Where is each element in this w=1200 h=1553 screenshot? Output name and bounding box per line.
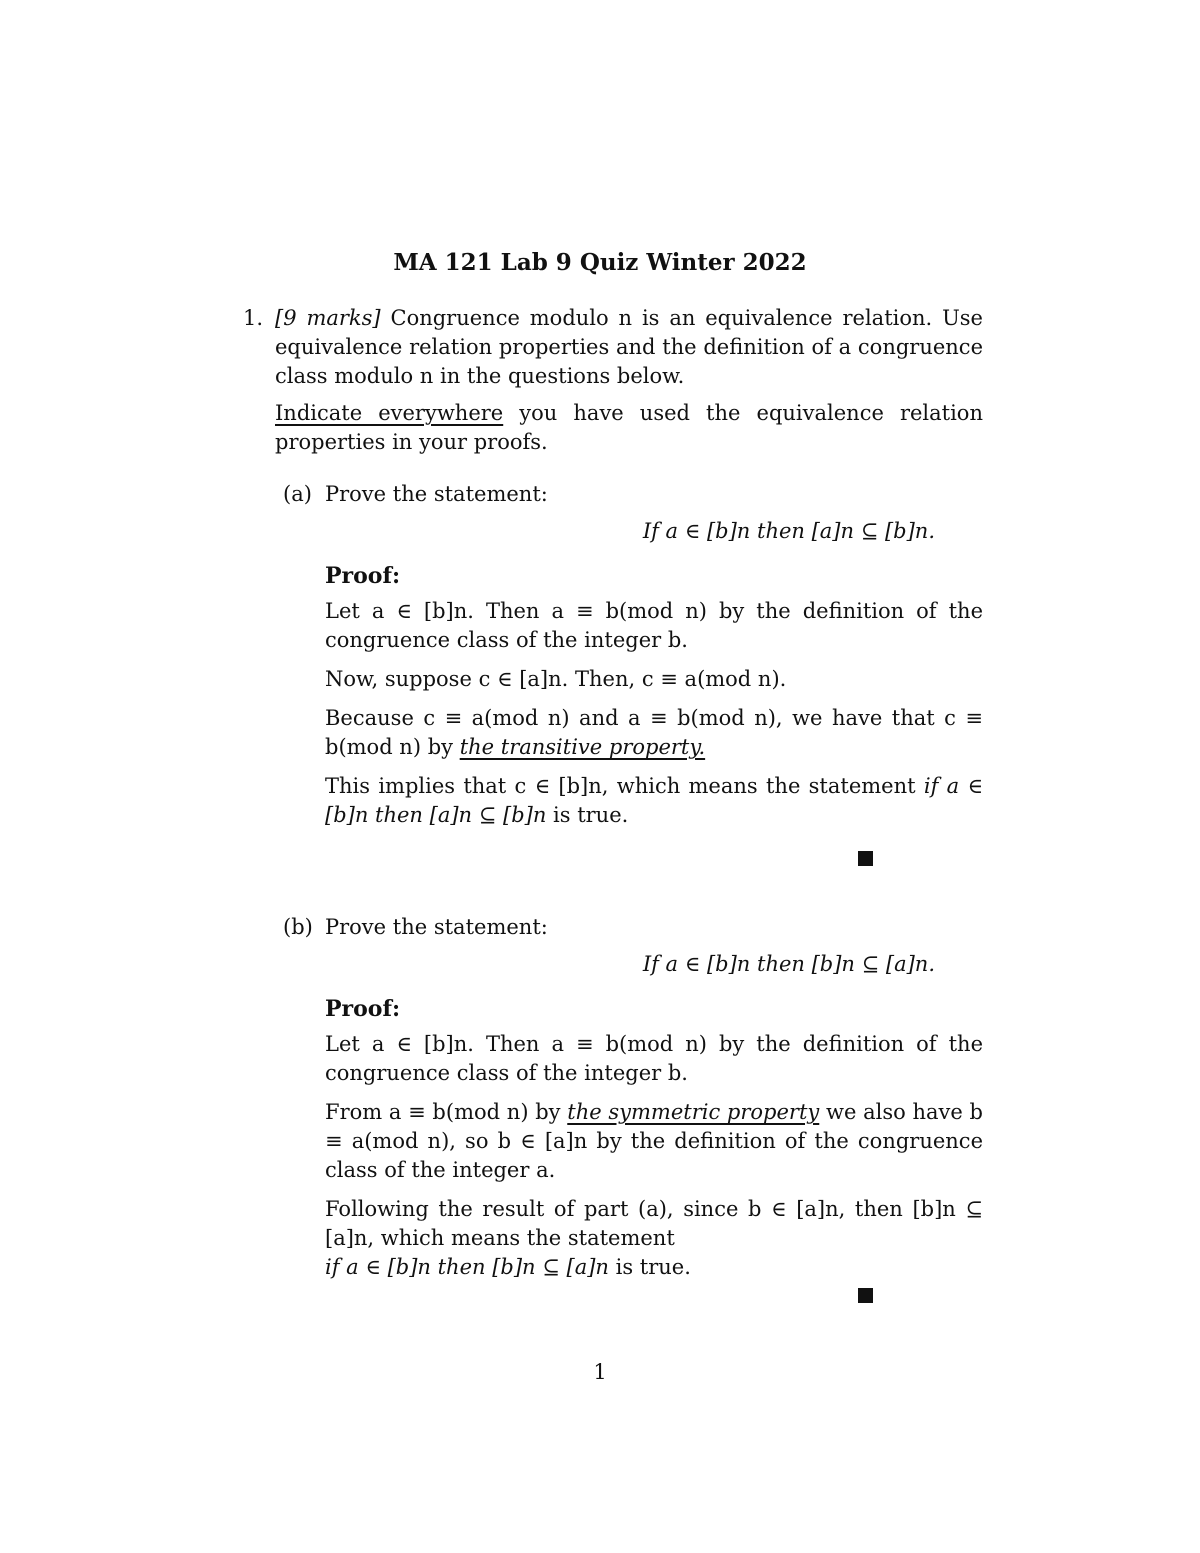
part-b-proof-heading: Proof: [325,996,401,1022]
question-body [275,304,983,457]
transitive-property-label: the transitive property. [459,735,706,759]
part-b-statement: If a ∈ [b]n then [b]n ⊆ [a]n. [642,952,935,976]
question-instruction [275,399,983,457]
qed-square-icon [858,851,873,866]
part-b-step-3-text: Following the result of part (a), since b ∈ [a]n, then [b]n ⊆ [a]n, which means the statement [325,1197,983,1250]
part-a-prompt: Prove the statement: [325,482,548,506]
part-b-proof-step-1: Let a ∈ [b]n. Then a ≡ b(mod n) by the definition of the congruence class of the integer b. [325,1032,983,1085]
question-marks: [9 marks] [275,306,381,330]
part-b-step-3-statement: if a ∈ [b]n then [b]n ⊆ [a]n [325,1255,609,1279]
part-b-step-2-end: we also have b ≡ a(mod n), so b ∈ [a]n by the definition of the congruence class of the integer a. [325,1100,983,1182]
part-a-step-4-end: is true. [546,803,629,827]
part-a-step-4-text: This implies that c ∈ [b]n, which means the statement [325,774,924,798]
part-a-step-3-text: Because c ≡ a(mod n) and a ≡ b(mod n), we have that c ≡ b(mod n) by [325,706,983,759]
part-a-label: (a) [283,482,312,506]
part-a-statement: If a ∈ [b]n then [a]n ⊆ [b]n. [642,519,935,543]
question-1 [243,304,983,465]
part-a-step-4-statement: if a ∈ [b]n then [a]n ⊆ [b]n [325,774,983,827]
question-intro-text: Congruence modulo n is an equivalence relation. Use equivalence relation properties and the definition of a congruence class modulo n in the questions below. [275,306,983,388]
part-a-proof-step-3 [325,704,983,762]
symmetric-property-label: the symmetric property [567,1100,820,1124]
part-a-proof-step-2: Now, suppose c ∈ [a]n. Then, c ≡ a(mod n). [325,667,787,691]
page-number: 1 [593,1360,607,1384]
page-title: MA 121 Lab 9 Quiz Winter 2022 [393,249,807,276]
instruction-rest: you have used the equivalence relation properties in your proofs. [275,401,983,454]
part-b-proof-step-3 [325,1195,983,1282]
part-a [283,480,983,840]
part-b-label: (b) [283,915,313,939]
part-b-body [325,913,983,1282]
qed-square-icon [858,1288,873,1303]
part-b [283,913,983,1292]
part-b-step-2-text: From a ≡ b(mod n) by [325,1100,568,1124]
question-intro [275,304,983,391]
part-b-proof-step-2 [325,1098,983,1185]
part-a-proof-heading: Proof: [325,563,401,589]
part-a-body [325,480,983,830]
part-b-step-3-end: is true. [608,1255,691,1279]
instruction-underlined: Indicate everywhere [275,401,504,425]
part-a-proof-step-1: Let a ∈ [b]n. Then a ≡ b(mod n) by the definition of the congruence class of the integer b. [325,599,983,652]
question-number: 1. [243,306,264,330]
part-b-prompt: Prove the statement: [325,915,548,939]
part-a-proof-step-4 [325,772,983,830]
